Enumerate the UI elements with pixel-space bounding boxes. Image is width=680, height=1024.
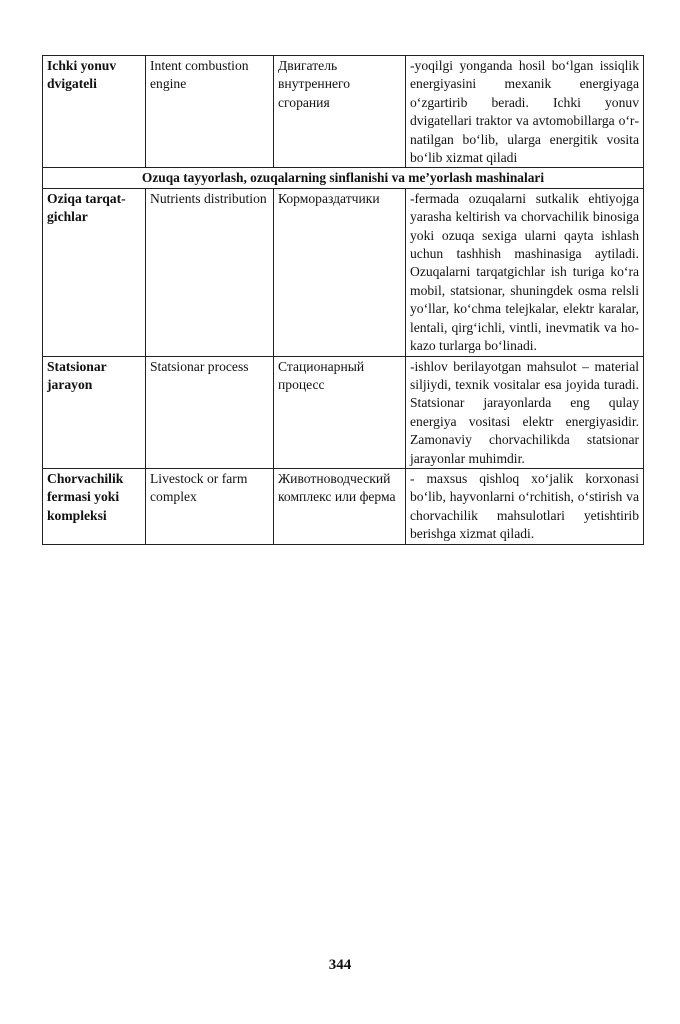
table-row [43,56,644,168]
term-definition: -fermada ozuqalarni sutkalik ehtiyojga yarasha keltirish va chorvachilik binosiga yoki ozuqa sexiga ularni qayta ishlash uchun tashhish mashinasiga aytiladi. Ozuqalarni tarqatgichlar ish turiga ko‘ra mobil, statsionar, shuningdek osma relsli yo‘llar, ko‘chma telejkalar, elektr karalar, lentali, qirg‘ichli, vintli, inevmatik va hokazo turlarga bo‘linadi. [406,188,644,356]
term-uzbek: Statsionar jarayon [43,356,146,468]
glossary-table [42,55,644,545]
table-row [43,356,644,468]
term-russian: Кормораздатчики [274,188,406,356]
table-row [43,468,644,544]
term-uzbek: Chorvachilik fermasi yoki kompleksi [43,468,146,544]
table-row [43,188,644,356]
term-uzbek: Oziqa tarqatgichlar [43,188,146,356]
term-definition: -ishlov berilayotgan mahsulot – material siljiydi, texnik vositalar esa joyida turadi. Statsionar jarayonlarda eng qulay energiya vositasi elektr energiyasidir. Zamonaviy chorvachilikda statsionar jarayonlar muhimdir. [406,356,644,468]
page-number: 344 [328,957,352,973]
term-definition: -yoqilgi yonganda hosil bo‘lgan issiqlik energiyasini mexanik energiyaga o‘zgartirib beradi. Ichki yonuv dvigatellari traktor va avtomobillarga o‘rnatilgan bo‘lib, ularga energitik vosita bo‘lib xizmat qiladi [406,56,644,168]
term-russian: Стационарный процесс [274,356,406,468]
section-heading: Ozuqa tayyorlash, ozuqalarning sinflanishi va me’yorlash mashinalari [43,168,644,188]
term-english: Nutrients distribution [146,188,274,356]
term-russian: Животноводческий комплекс или ферма [274,468,406,544]
term-english: Livestock or farm complex [146,468,274,544]
section-heading-row [43,168,644,188]
term-definition: - maxsus qishloq xo‘jalik korxonasi bo‘lib, hayvonlarni o‘rchitish, o‘stirish va chorvachilik mahsulotlari yetishtirib berishga xizmat qiladi. [406,468,644,544]
term-english: Statsionar process [146,356,274,468]
term-russian: Двигатель внутреннего сгорания [274,56,406,168]
term-english: Intent combustion engine [146,56,274,168]
term-uzbek: Ichki yonuv dvigateli [43,56,146,168]
